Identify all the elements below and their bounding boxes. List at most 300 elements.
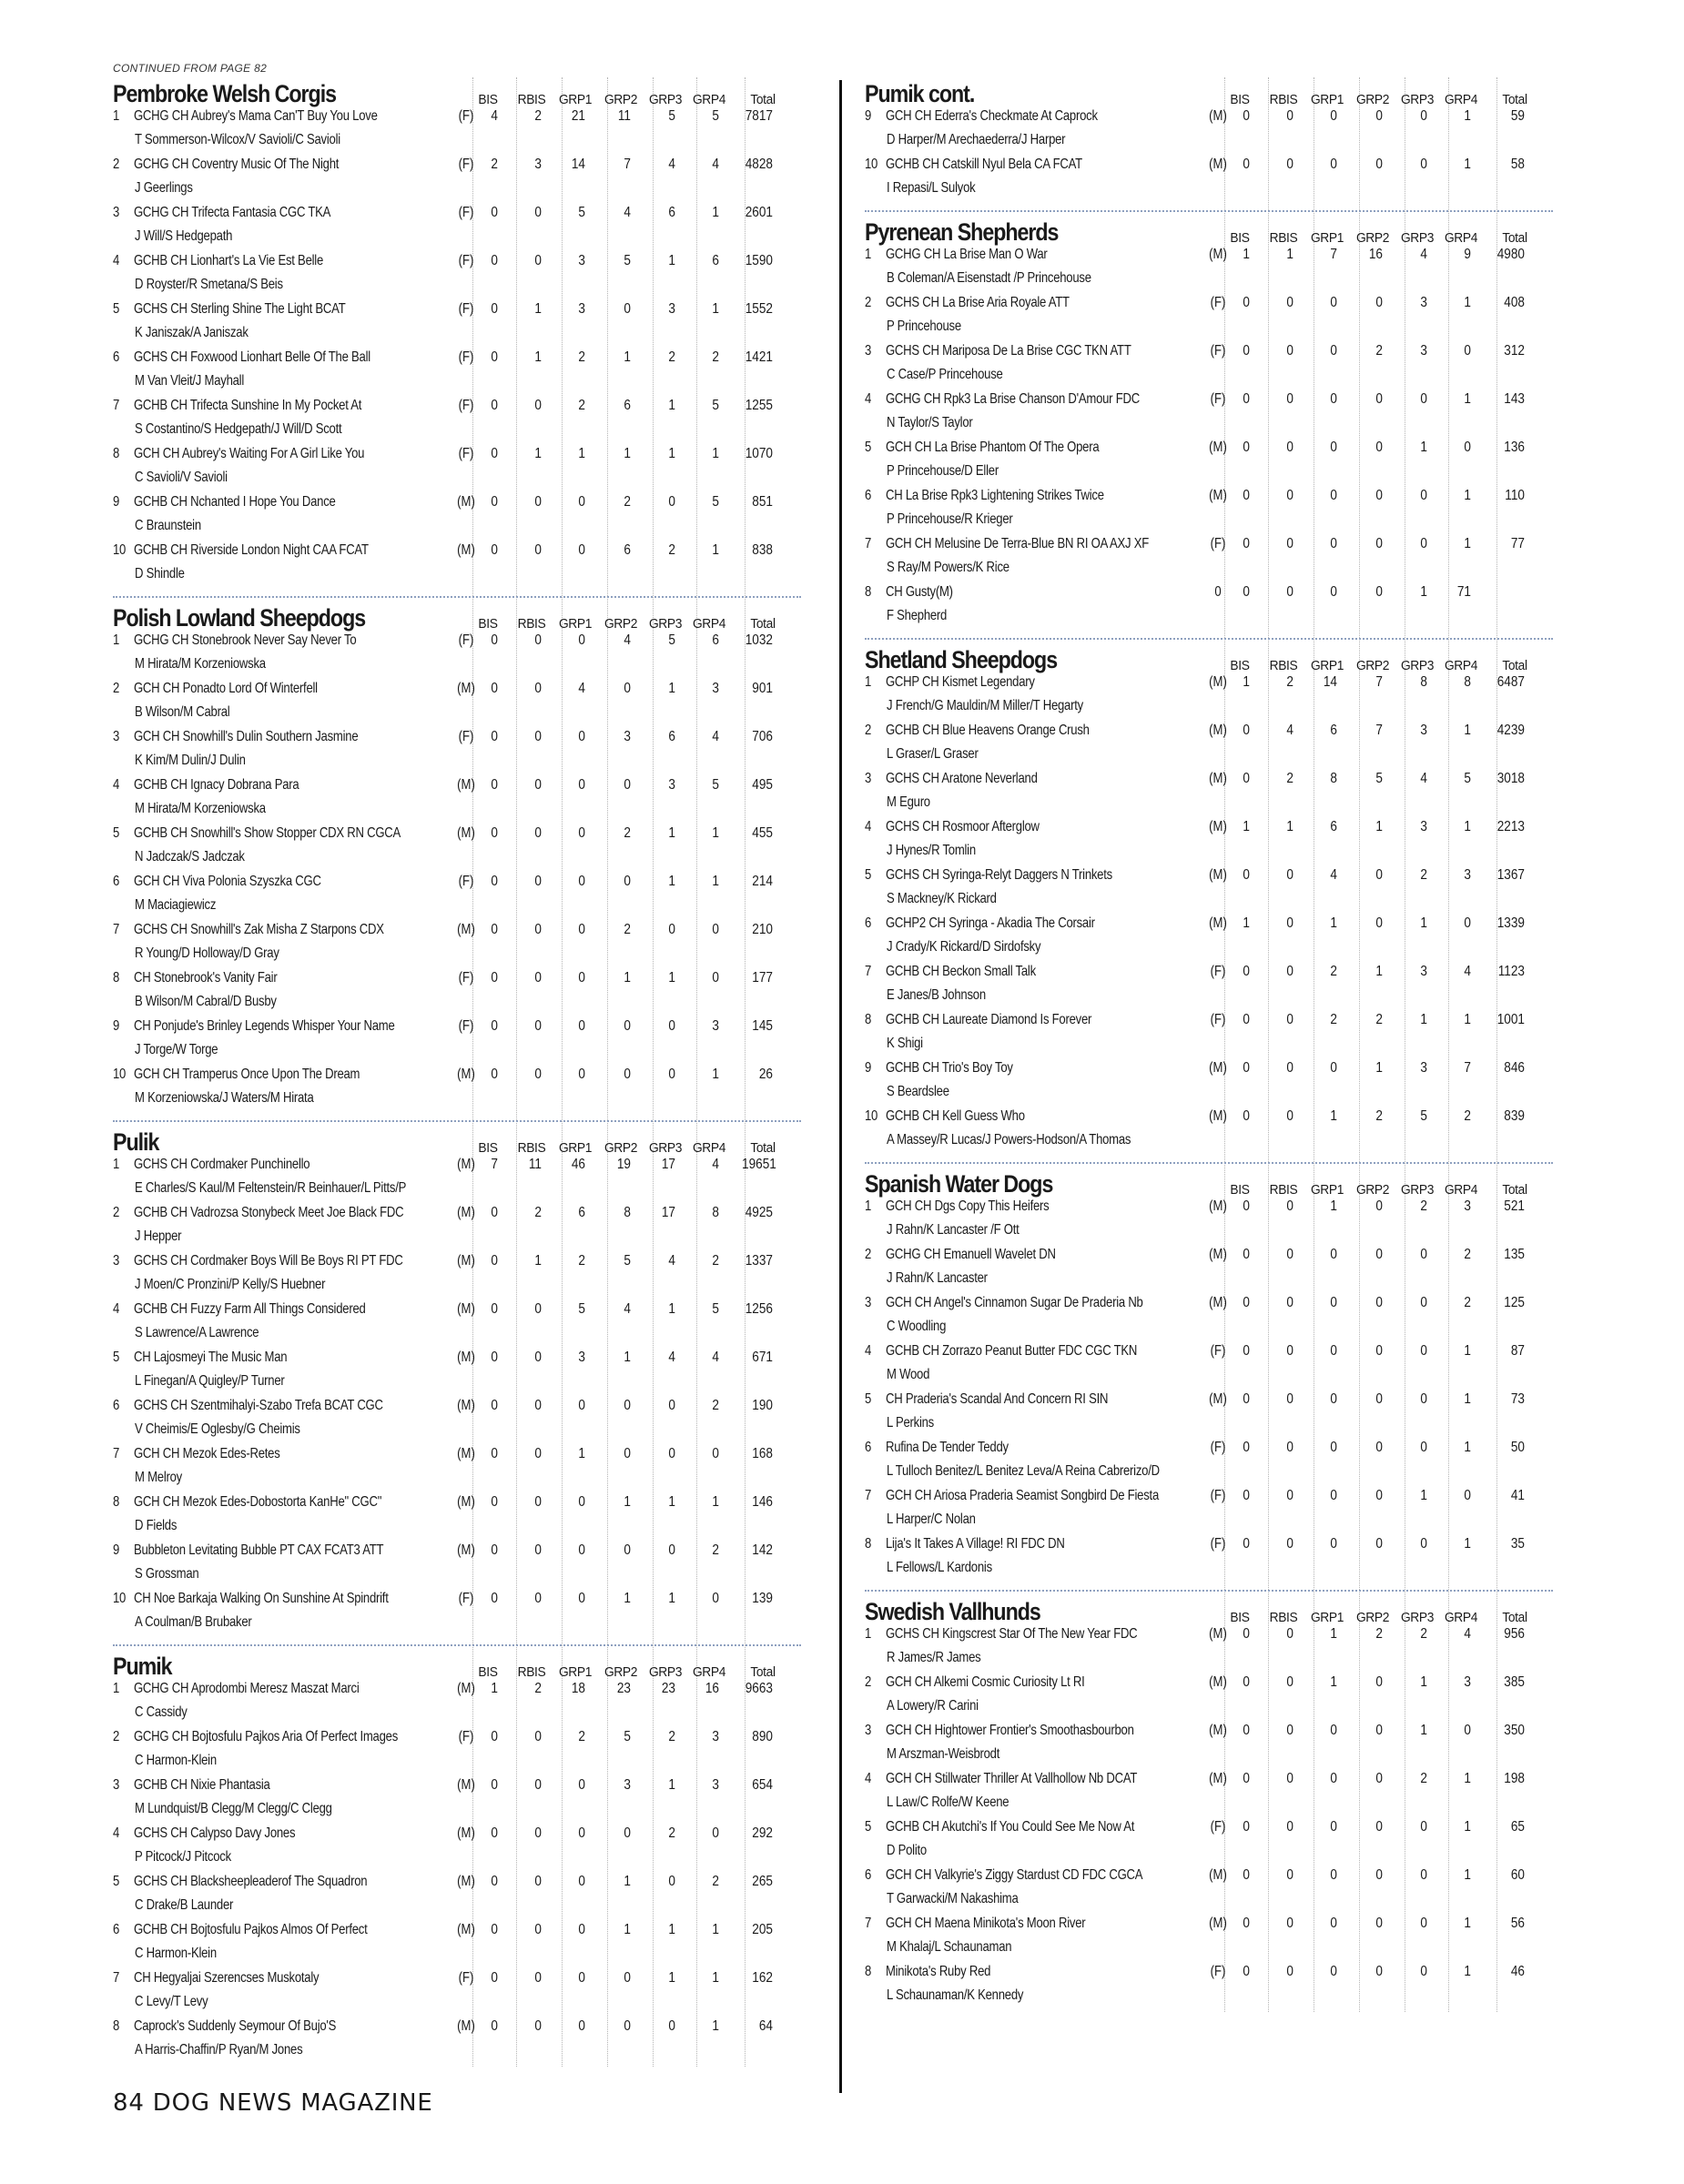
rank-number: 3 [865, 771, 872, 786]
table-row [865, 867, 1553, 915]
stat-cell: 5 [578, 1301, 585, 1317]
sex-label: (M) [1209, 915, 1227, 931]
dog-line [113, 1922, 368, 1938]
sex-label: (M) [1209, 440, 1227, 455]
owners: B Wilson/M Cabral [135, 704, 230, 720]
stat-cell: 4 [578, 681, 585, 696]
table-row [865, 1771, 1553, 1819]
owners: S Mackney/K Rickard [887, 891, 997, 906]
stat-cell: 4 [1330, 867, 1337, 883]
stat-cell: 1 [1420, 1723, 1427, 1738]
dog-line [113, 1446, 280, 1462]
stat-cell: 146 [752, 1494, 773, 1510]
rank-number: 2 [113, 1205, 120, 1220]
stat-cell: 2 [712, 1398, 719, 1413]
stat-cell: 0 [1286, 1060, 1293, 1076]
stat-cell: 0 [491, 1591, 498, 1606]
stat-cell: 1 [712, 1922, 719, 1937]
stat-cell: 1 [668, 970, 675, 986]
dog-line [865, 584, 953, 601]
stat-cell: 0 [491, 205, 498, 220]
owners: L Finegan/A Quigley/P Turner [135, 1373, 285, 1389]
stat-cell: 0 [491, 1874, 498, 1889]
sex-label: (M) [457, 777, 475, 793]
stat-cell: 2 [1286, 771, 1293, 786]
stat-cell: 0 [1330, 1771, 1337, 1786]
stat-cell: 190 [752, 1398, 773, 1413]
dog-name: GCH CH Stillwater Thriller At Vallhollow Nb DCAT [885, 1771, 1138, 1786]
stat-cell: 0 [1420, 488, 1427, 503]
stat-cell: 1 [668, 1301, 675, 1317]
dog-name: GCH CH Angel's Cinnamon Sugar De Praderia Nb [885, 1295, 1143, 1310]
owners: R James/R James [887, 1650, 981, 1665]
stat-cell: 0 [578, 542, 585, 558]
dog-line [113, 1591, 389, 1607]
sex-label: (M) [457, 542, 475, 558]
dog-line [113, 349, 370, 366]
dog-line [865, 157, 1082, 173]
dog-line [113, 777, 299, 794]
table-row [865, 1867, 1553, 1916]
dog-line [865, 247, 1048, 263]
stat-cell: 3 [1420, 343, 1427, 359]
stat-cell: 19 [616, 1157, 631, 1172]
table-row [865, 295, 1553, 343]
stat-cell: 0 [491, 253, 498, 268]
stat-cell: 0 [578, 1494, 585, 1510]
rank-number: 2 [113, 157, 120, 172]
sex-label: (M) [1209, 108, 1227, 124]
sex-label: (M) [1209, 1060, 1227, 1076]
stat-cell: 0 [578, 729, 585, 744]
stat-cell: 4 [1420, 247, 1427, 262]
column-header-grp1: GRP1 [558, 616, 593, 632]
stat-cell: 0 [624, 1825, 631, 1841]
stat-cell: 1 [1464, 1771, 1471, 1786]
table-row [865, 1626, 1553, 1674]
stat-cell: 851 [752, 494, 773, 510]
dog-line [113, 825, 401, 842]
owners: I Repasi/L Sulyok [887, 180, 976, 196]
rank-number: 1 [865, 1626, 872, 1642]
sex-label: (F) [458, 874, 474, 889]
sex-label: (M) [1209, 1674, 1227, 1690]
stat-cell: 0 [491, 1253, 498, 1269]
table-row [865, 674, 1553, 723]
dog-line [113, 1350, 287, 1366]
stat-cell: 846 [1504, 1060, 1525, 1076]
dog-name: CH Gusty(M) [885, 584, 953, 600]
stat-cell: 0 [1286, 867, 1293, 883]
dog-line [865, 108, 1098, 125]
table-row [865, 488, 1553, 536]
stat-cell: 1 [624, 1494, 631, 1510]
table-row [113, 1777, 801, 1825]
dog-name: GCH CH Hightower Frontier's Smoothasbourbon [885, 1723, 1134, 1738]
stat-cell: 0 [1243, 391, 1250, 407]
dog-name: GCHB CH Blue Heavens Orange Crush [885, 723, 1090, 738]
stat-cell: 0 [1243, 1723, 1250, 1738]
stat-cell: 1 [668, 1922, 675, 1937]
stat-cell: 2 [578, 349, 585, 365]
stat-cell: 23 [616, 1681, 631, 1696]
dog-name: GCHB CH Snowhill's Show Stopper CDX RN CGCA [133, 825, 401, 841]
stat-cell: 0 [1420, 536, 1427, 551]
rank-number: 5 [865, 1391, 872, 1407]
stat-cell: 46 [571, 1157, 585, 1172]
table-row [865, 915, 1553, 964]
dog-line [865, 1108, 1025, 1125]
dog-line [113, 922, 384, 938]
stat-cell: 1 [1330, 1626, 1337, 1642]
column-header-grp2: GRP2 [1355, 1182, 1390, 1198]
column-header-grp2: GRP2 [604, 1664, 638, 1680]
dog-line [113, 1398, 383, 1414]
stat-cell: 14 [571, 157, 585, 172]
stat-cell: 0 [578, 922, 585, 937]
stat-cell: 0 [534, 777, 542, 793]
owners: A Lowery/R Carini [887, 1698, 979, 1714]
stat-cell: 1 [1243, 247, 1250, 262]
stat-cell: 0 [491, 398, 498, 413]
stat-cell: 5 [712, 777, 719, 793]
stat-cell: 0 [534, 1067, 542, 1082]
dog-name: GCHB CH Kell Guess Who [885, 1108, 1025, 1124]
owners: C Braunstein [135, 518, 201, 533]
stat-cell: 0 [578, 1018, 585, 1034]
owners: S Beardslee [887, 1084, 949, 1099]
table-row [113, 1157, 801, 1205]
stat-cell: 2 [712, 1874, 719, 1889]
stat-cell: 0 [668, 1542, 675, 1558]
stat-cell: 139 [752, 1591, 773, 1606]
table-row [113, 205, 801, 253]
stat-cell: 4 [668, 1350, 675, 1365]
stat-cell: 0 [491, 1301, 498, 1317]
stat-cell: 4 [712, 1350, 719, 1365]
stat-cell: 0 [1286, 1819, 1293, 1835]
stat-cell: 2213 [1496, 819, 1525, 834]
stat-cell: 0 [578, 1398, 585, 1413]
continued-note: CONTINUED FROM PAGE 82 [113, 62, 268, 75]
stat-cell: 35 [1510, 1536, 1525, 1552]
sex-label: (F) [1210, 295, 1226, 310]
column-header-bis: BIS [1230, 1182, 1250, 1198]
table-row [113, 777, 801, 825]
table-row [113, 1018, 801, 1067]
owners: D Fields [135, 1518, 178, 1533]
rank-number: 7 [865, 964, 872, 979]
stat-cell: 0 [534, 542, 542, 558]
dog-line [865, 1819, 1134, 1835]
dog-name: GCHS CH Sterling Shine The Light BCAT [133, 301, 346, 317]
dog-name: CH Praderia's Scandal And Concern RI SIN [885, 1391, 1109, 1407]
stat-cell: 7 [1464, 1060, 1471, 1076]
rank-number: 4 [865, 1343, 872, 1359]
table-row [865, 1440, 1553, 1488]
owners: F Shepherd [887, 608, 948, 623]
stat-cell: 0 [1286, 1867, 1293, 1883]
stat-cell: 0 [534, 1494, 542, 1510]
stat-cell: 671 [752, 1350, 773, 1365]
stat-cell: 2 [668, 349, 675, 365]
stat-cell: 0 [1243, 1440, 1250, 1455]
stat-cell: 1 [578, 446, 585, 461]
owners: M Eguro [887, 794, 930, 810]
owners: P Princehouse/R Krieger [887, 511, 1013, 527]
table-row [865, 819, 1553, 867]
column-header-grp4: GRP4 [1444, 1182, 1478, 1198]
stat-cell: 0 [1420, 391, 1427, 407]
dog-name: CH Lajosmeyi The Music Man [133, 1350, 288, 1365]
dog-line [113, 1018, 395, 1035]
stat-cell: 1367 [1496, 867, 1525, 883]
stat-cell: 0 [1243, 157, 1250, 172]
dog-name: GCH CH Ariosa Praderia Seamist Songbird De Fiesta [885, 1488, 1160, 1503]
rank-number: 10 [865, 157, 878, 172]
stat-cell: 0 [1243, 1247, 1250, 1262]
stat-cell: 17 [661, 1157, 675, 1172]
rank-number: 2 [865, 723, 872, 738]
owners: S Costantino/S Hedgepath/J Will/D Scott [135, 421, 342, 437]
stat-cell: 210 [752, 922, 773, 937]
stat-cell: 1552 [745, 301, 773, 317]
sex-label: (M) [1209, 1295, 1227, 1310]
dog-name: GCHB CH Nchanted I Hope You Dance [133, 494, 336, 510]
stat-cell: 1 [1420, 1012, 1427, 1027]
stat-cell: 1 [534, 349, 542, 365]
stat-cell: 0 [668, 1018, 675, 1034]
table-row [865, 964, 1553, 1012]
stat-cell: 0 [491, 1205, 498, 1220]
table-row [113, 1350, 801, 1398]
sex-label: (F) [458, 446, 474, 461]
column-header-grp1: GRP1 [1310, 1182, 1344, 1198]
stat-cell: 455 [752, 825, 773, 841]
stat-cell: 11 [617, 108, 631, 124]
rank-number: 3 [865, 1295, 872, 1310]
rank-number: 1 [113, 1157, 120, 1172]
stat-cell: 2 [534, 1681, 542, 1696]
stat-cell: 839 [1504, 1108, 1525, 1124]
stat-cell: 0 [1286, 1247, 1293, 1262]
stat-cell: 0 [668, 2018, 675, 2034]
stat-cell: 0 [1330, 157, 1337, 172]
stat-cell: 9663 [745, 1681, 773, 1696]
dog-line [113, 108, 378, 125]
sex-label: (M) [1209, 157, 1227, 172]
stat-cell: 0 [534, 922, 542, 937]
sex-label: (M) [457, 1157, 475, 1172]
stat-cell: 1 [712, 446, 719, 461]
stat-cell: 0 [534, 253, 542, 268]
table-row [113, 632, 801, 681]
stat-cell: 0 [1286, 1723, 1293, 1738]
table-row [865, 1198, 1553, 1247]
sex-label: (M) [457, 1446, 475, 1461]
stat-cell: 0 [578, 2018, 585, 2034]
table-row [865, 1723, 1553, 1771]
owners: E Janes/B Johnson [887, 987, 986, 1003]
breed-section [865, 77, 1553, 205]
stat-cell: 110 [1505, 488, 1525, 503]
dog-line [113, 1205, 403, 1221]
stat-cell: 16 [1368, 247, 1383, 262]
dog-line [113, 729, 358, 745]
dog-name: GCHG CH Coventry Music Of The Night [133, 157, 340, 172]
table-row [113, 825, 801, 874]
stat-cell: 0 [1286, 584, 1293, 600]
column-header-bis: BIS [478, 92, 498, 107]
table-row [865, 1964, 1553, 2012]
stat-cell: 3 [712, 681, 719, 696]
column-header-total: Total [750, 1140, 776, 1156]
dog-name: GCHG CH Rpk3 La Brise Chanson D'Amour FDC [885, 391, 1140, 407]
owners: J Crady/K Rickard/D Sirdofsky [887, 939, 1041, 955]
rank-number: 6 [113, 1398, 120, 1413]
rank-number: 8 [865, 1536, 872, 1552]
rank-number: 4 [865, 391, 872, 407]
stat-cell: 2 [491, 157, 498, 172]
stat-cell: 3 [578, 1350, 585, 1365]
dog-name: GCHS CH Aratone Neverland [885, 771, 1038, 786]
stat-cell: 0 [1420, 1440, 1427, 1455]
table-row [113, 1446, 801, 1494]
dog-name: GCHG CH Aubrey's Mama Can'T Buy You Love [133, 108, 378, 124]
stat-cell: 1 [1286, 819, 1293, 834]
dog-name: GCHG CH Trifecta Fantasia CGC TKA [133, 205, 331, 220]
stat-cell: 5 [1420, 1108, 1427, 1124]
stat-cell: 0 [1243, 1295, 1250, 1310]
stat-cell: 3 [712, 1018, 719, 1034]
stat-cell: 265 [752, 1874, 773, 1889]
rank-number: 6 [113, 874, 120, 889]
owners: K Kim/M Dulin/J Dulin [135, 753, 246, 768]
stat-cell: 3 [1420, 723, 1427, 738]
table-row [865, 1247, 1553, 1295]
dog-line [865, 440, 1099, 456]
stat-cell: 1 [624, 970, 631, 986]
rank-number: 8 [113, 970, 120, 986]
stat-cell: 0 [534, 1301, 542, 1317]
stat-cell: 0 [1330, 1819, 1337, 1835]
stat-cell: 408 [1504, 295, 1525, 310]
table-row [865, 1916, 1553, 1964]
sex-label: (F) [458, 632, 474, 648]
owners: D Shindle [135, 566, 185, 581]
stat-cell: 0 [1375, 1343, 1383, 1359]
dog-name: CH Ponjude's Brinley Legends Whisper Your Name [133, 1018, 395, 1034]
table-row [113, 349, 801, 398]
dog-name: GCHS CH Calypso Davy Jones [133, 1825, 296, 1841]
stat-cell: 0 [1243, 1391, 1250, 1407]
sex-label: (M) [1209, 867, 1227, 883]
stat-cell: 60 [1510, 1867, 1525, 1883]
column-header-grp4: GRP4 [692, 616, 726, 632]
stat-cell: 3 [712, 1777, 719, 1793]
table-row [865, 1343, 1553, 1391]
owners: J Hepper [135, 1228, 182, 1244]
table-row [113, 1591, 801, 1639]
stat-cell: 1 [712, 2018, 719, 2034]
stat-cell: 0 [1330, 1343, 1337, 1359]
dog-line [113, 205, 330, 221]
stat-cell: 3 [1420, 1060, 1427, 1076]
breed-title: Pyrenean Shepherds [865, 218, 1059, 246]
dog-line [113, 970, 277, 986]
stat-cell: 0 [491, 494, 498, 510]
stat-cell: 0 [1286, 1536, 1293, 1552]
stat-cell: 3 [1420, 964, 1427, 979]
stat-cell: 0 [491, 1542, 498, 1558]
stat-cell: 6487 [1496, 674, 1525, 690]
stat-cell: 0 [1375, 915, 1383, 931]
stat-cell: 0 [1243, 488, 1250, 503]
column-header-bis: BIS [478, 1664, 498, 1680]
sex-label: (F) [1210, 391, 1226, 407]
stat-cell: 1 [624, 1922, 631, 1937]
table-row [865, 1536, 1553, 1584]
stat-cell: 2 [1375, 1626, 1383, 1642]
stat-cell: 0 [1286, 343, 1293, 359]
dog-name: GCHB CH Trio's Boy Toy [885, 1060, 1013, 1076]
stat-cell: 162 [752, 1970, 773, 1986]
stat-cell: 26 [758, 1067, 773, 1082]
owners: M Hirata/M Korzeniowska [135, 801, 266, 816]
stat-cell: 0 [578, 1777, 585, 1793]
stat-cell: 0 [491, 1825, 498, 1841]
stat-cell: 0 [491, 2018, 498, 2034]
stat-cell: 0 [1420, 1964, 1427, 1979]
table-row [865, 771, 1553, 819]
dog-line [113, 1301, 366, 1318]
stat-cell: 0 [1286, 108, 1293, 124]
stat-cell: 0 [578, 970, 585, 986]
dog-line [113, 2018, 336, 2035]
stat-cell: 1 [1243, 915, 1250, 931]
table-row [865, 157, 1553, 205]
stat-cell: 18 [571, 1681, 585, 1696]
stat-cell: 0 [1286, 488, 1293, 503]
column-header-grp1: GRP1 [558, 1664, 593, 1680]
rank-number: 4 [113, 253, 120, 268]
dog-line [865, 1536, 1065, 1552]
stat-cell: 0 [1243, 536, 1250, 551]
stat-cell: 1 [1243, 674, 1250, 690]
stat-cell: 2 [668, 1825, 675, 1841]
stat-cell: 2 [624, 922, 631, 937]
column-header-bis: BIS [478, 616, 498, 632]
sex-label: (F) [1210, 343, 1226, 359]
rank-number: 10 [113, 1591, 127, 1606]
table-row [865, 247, 1553, 295]
stat-cell: 8 [624, 1205, 631, 1220]
stat-cell: 1 [1330, 1674, 1337, 1690]
sex-label: (M) [457, 922, 475, 937]
owners: L Schaunaman/K Kennedy [887, 1987, 1024, 2003]
dog-line [865, 1771, 1137, 1787]
stat-cell: 0 [491, 1067, 498, 1082]
stat-cell: 145 [752, 1018, 773, 1034]
sex-label: (F) [458, 157, 474, 172]
stat-cell: 0 [578, 1542, 585, 1558]
stat-cell: 8 [1464, 674, 1471, 690]
stat-cell: 1 [1464, 108, 1471, 124]
table-row [113, 922, 801, 970]
stat-cell: 1 [1420, 1488, 1427, 1503]
stat-cell: 0 [491, 777, 498, 793]
rank-number: 5 [865, 440, 872, 455]
